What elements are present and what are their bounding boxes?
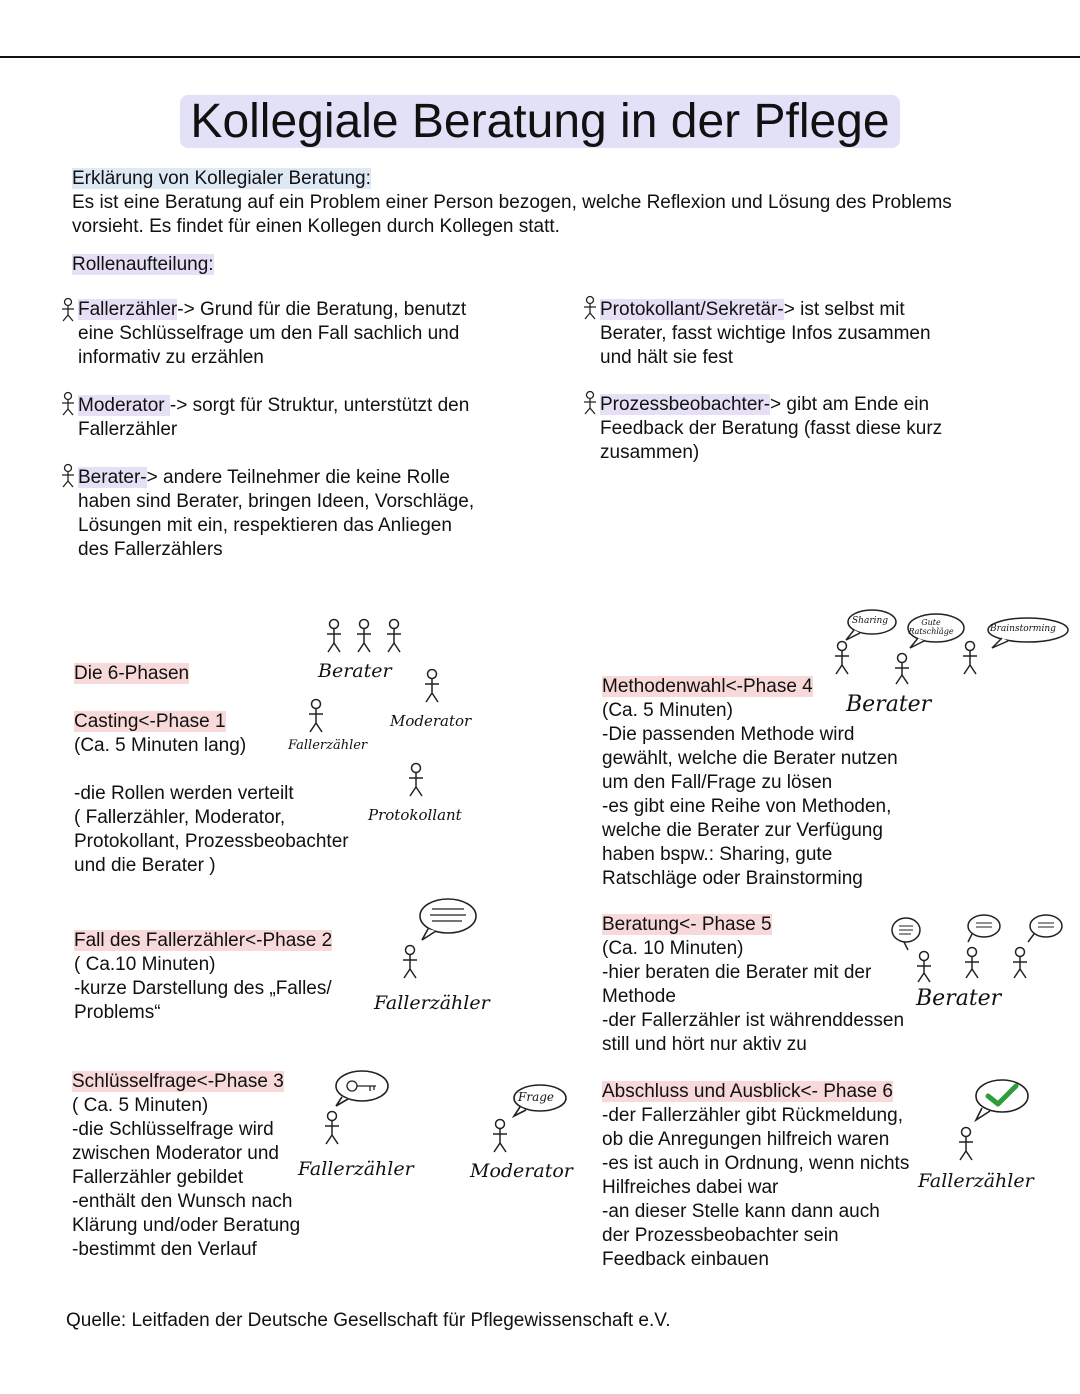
phase-title: Fall des Fallerzähler<-Phase 2 xyxy=(74,930,333,951)
phase-text: (Ca. 5 Minuten lang) -die Rollen werden verteilt ( Fallerzähler, Moderator, Protokollant, Prozessbeobachter und die Berater ) xyxy=(74,735,349,876)
source-note: Quelle: Leitfaden der Deutsche Gesellschaft für Pflegewissenschaft e.V. xyxy=(66,1310,671,1331)
role-text: > ist selbst mit Berater, fasst wichtige Infos zusammen und hält sie fest xyxy=(600,299,931,368)
phase-text: (Ca. 5 Minuten) -Die passenden Methode wird gewählt, welche die Berater nutzen um den Fall/Frage zu lösen -es gibt eine Reihe von Methoden, welche die Berater zur Verfügung haben bspw.: Sharing, gute Ratschläge oder Brainstorming xyxy=(602,700,898,889)
role-name: Prozessbeobachter- xyxy=(600,394,771,415)
intro-heading: Erklärung von Kollegialer Beratung: xyxy=(72,168,371,189)
fallerzaehler-label: Fallerzähler xyxy=(298,1158,414,1180)
phase-title: Abschluss und Ausblick<- Phase 6 xyxy=(602,1081,893,1102)
protokollant-figure-icon xyxy=(404,762,428,802)
role-name: Berater- xyxy=(78,467,147,488)
moderator-figure-icon xyxy=(420,668,444,708)
phase-text: ( Ca.10 Minuten) -kurze Darstellung des „Falles/ Problems“ xyxy=(74,954,332,1023)
stick-figure-icon xyxy=(582,391,598,415)
frage-label: Frage xyxy=(518,1090,554,1104)
phase-title: Schlüsselfrage<-Phase 3 xyxy=(72,1071,284,1092)
phase-2 xyxy=(74,929,394,1025)
role-protokollant xyxy=(582,298,1052,370)
brainstorming-label: Brainstorming xyxy=(990,624,1056,634)
fallerzaehler-figure-icon xyxy=(304,698,328,738)
role-text: > andere Teilnehmer die keine Rolle haben sind Berater, bringen Ideen, Vorschläge, Lösungen mit ein, respektieren das Anliegen des Fallerzählers xyxy=(78,467,475,560)
stick-figure-icon xyxy=(60,464,76,488)
moderator-label: Moderator xyxy=(390,712,472,730)
phase-title: Beratung<- Phase 5 xyxy=(602,914,772,935)
phase-1 xyxy=(74,710,394,878)
intro-text: Es ist eine Beratung auf ein Problem einer Person bezogen, welche Reflexion und Lösung des Problems vorsieht. Es findet für einen Kollegen durch Kollegen statt. xyxy=(72,192,952,237)
roles-heading: Rollenaufteilung: xyxy=(72,254,214,275)
role-name: Fallerzähler xyxy=(78,299,178,320)
role-fallerzaehler xyxy=(60,298,530,370)
phase-title: Casting<-Phase 1 xyxy=(74,711,226,732)
berater-label: Berater xyxy=(318,660,392,682)
role-moderator xyxy=(60,394,530,442)
fallerzaehler-label: Fallerzähler xyxy=(374,992,490,1014)
phase-text: (Ca. 10 Minuten) -hier beraten die Berater mit der Methode -der Fallerzähler ist währenddessen still und hört nur aktiv zu xyxy=(602,938,905,1055)
fallerzaehler-label: Fallerzähler xyxy=(288,738,368,753)
phase-title: Methodenwahl<-Phase 4 xyxy=(602,676,813,697)
berater-figures-icon xyxy=(830,640,980,686)
role-name: Moderator xyxy=(78,395,170,416)
role-text: > gibt am Ende ein Feedback der Beratung (fasst diese kurz zusammen) xyxy=(600,394,943,463)
fallerzaehler-figure-icon xyxy=(320,1110,344,1150)
berater-label: Berater xyxy=(916,986,1002,1011)
key-bubble-icon xyxy=(330,1068,390,1108)
fallerzaehler-figure-icon xyxy=(398,944,422,984)
fallerzaehler-label: Fallerzähler xyxy=(918,1170,1034,1192)
fallerzaehler-figure-icon xyxy=(954,1126,978,1166)
stick-figure-icon xyxy=(60,392,76,416)
berater-figures-icon xyxy=(322,618,412,658)
berater-bubbles-icon xyxy=(888,912,1068,996)
phase-text: -der Fallerzähler gibt Rückmeldung, ob die Anregungen hilfreich waren -es ist auch in Ordnung, wenn nichts Hilfreiches dabei war -an dieser Stelle kann dann auch der Prozessbeobachter sein Feedback einbauen xyxy=(602,1105,910,1270)
berater-label: Berater xyxy=(846,692,932,717)
role-text: -> sorgt für Struktur, unterstützt den Fallerzähler xyxy=(78,395,470,440)
role-berater xyxy=(60,466,530,562)
gute-ratschlaege-label: Gute Ratschläge xyxy=(908,618,954,636)
role-text: -> Grund für die Beratung, benutzt eine Schlüsselfrage um den Fall sachlich und informativ zu erzählen xyxy=(78,299,467,368)
stick-figure-icon xyxy=(60,298,76,322)
role-name: Protokollant/Sekretär- xyxy=(600,299,784,320)
moderator-label: Moderator xyxy=(470,1160,573,1182)
top-rule xyxy=(0,56,1080,58)
page-title: Kollegiale Beratung in der Pflege xyxy=(130,92,950,152)
sharing-label: Sharing xyxy=(852,616,889,626)
phases-heading: Die 6-Phasen xyxy=(74,663,190,684)
phase-text: ( Ca. 5 Minuten) -die Schlüsselfrage wird zwischen Moderator und Fallerzähler gebildet -enthält den Wunsch nach Klärung und/oder Beratung -bestimmt den Verlauf xyxy=(72,1095,301,1260)
protokollant-label: Protokollant xyxy=(368,806,462,824)
stick-figure-icon xyxy=(582,296,598,320)
moderator-figure-icon xyxy=(488,1118,512,1158)
speech-bubble-icon xyxy=(416,896,480,942)
role-prozessbeobachter xyxy=(582,393,1052,465)
phase-6 xyxy=(602,1080,962,1272)
checkmark-bubble-icon xyxy=(972,1076,1032,1122)
